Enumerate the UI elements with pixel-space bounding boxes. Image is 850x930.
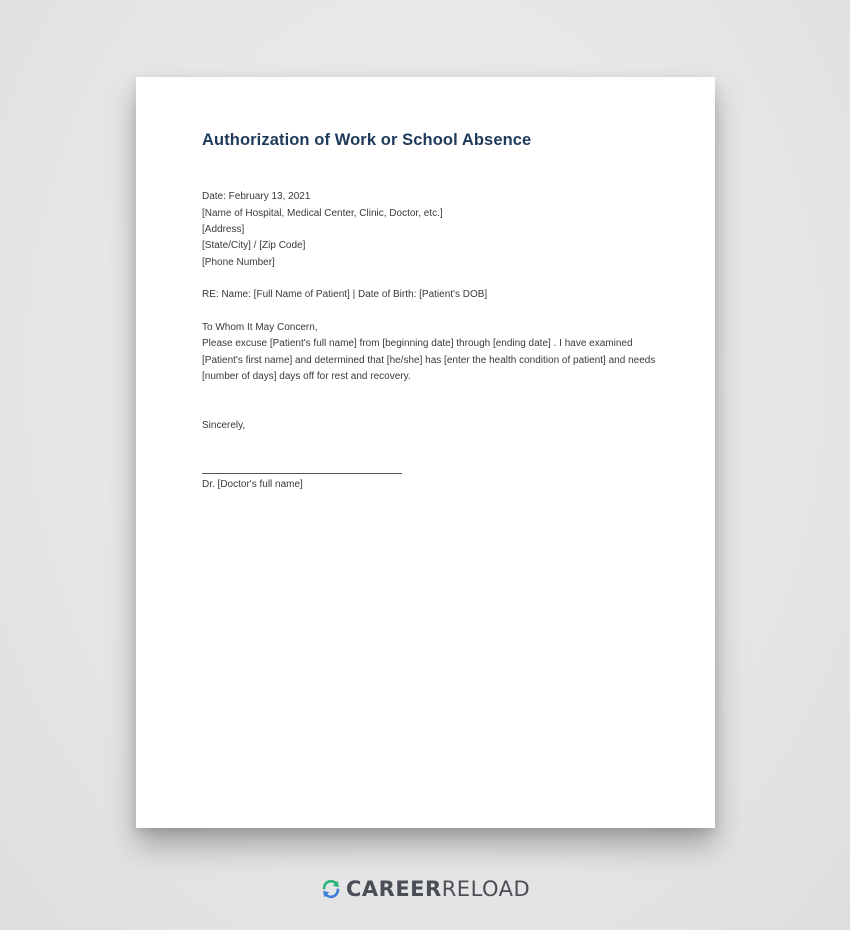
career-reload-logo xyxy=(320,876,530,902)
reload-arrows-icon xyxy=(320,878,342,900)
body-line: Please excuse [Patient's full name] from [beginning date] through [ending date] . I have examined xyxy=(202,338,633,349)
letter-page xyxy=(136,77,715,828)
date-line: Date: February 13, 2021 xyxy=(202,191,311,202)
body-line: [number of days] days off for rest and recovery. xyxy=(202,371,411,382)
salutation: To Whom It May Concern, xyxy=(202,322,318,333)
brand-wordmark xyxy=(346,876,530,902)
sender-phone-line: [Phone Number] xyxy=(202,257,275,268)
signature-name: Dr. [Doctor's full name] xyxy=(202,479,303,490)
brand-reload-text: RELOAD xyxy=(441,877,531,901)
re-line: RE: Name: [Full Name of Patient] | Date of Birth: [Patient's DOB] xyxy=(202,289,488,300)
sender-address-line: [Address] xyxy=(202,224,245,235)
brand-career-text: CAREER xyxy=(346,877,442,901)
sender-name-line: [Name of Hospital, Medical Center, Clinic, Doctor, etc.] xyxy=(202,208,443,219)
sender-city-zip-line: [State/City] / [Zip Code] xyxy=(202,240,306,251)
document-title: Authorization of Work or School Absence xyxy=(202,131,532,149)
closing: Sincerely, xyxy=(202,420,246,431)
signature-line xyxy=(202,473,402,474)
body-line: [Patient's first name] and determined that [he/she] has [enter the health condition of patient] and needs xyxy=(202,355,656,366)
